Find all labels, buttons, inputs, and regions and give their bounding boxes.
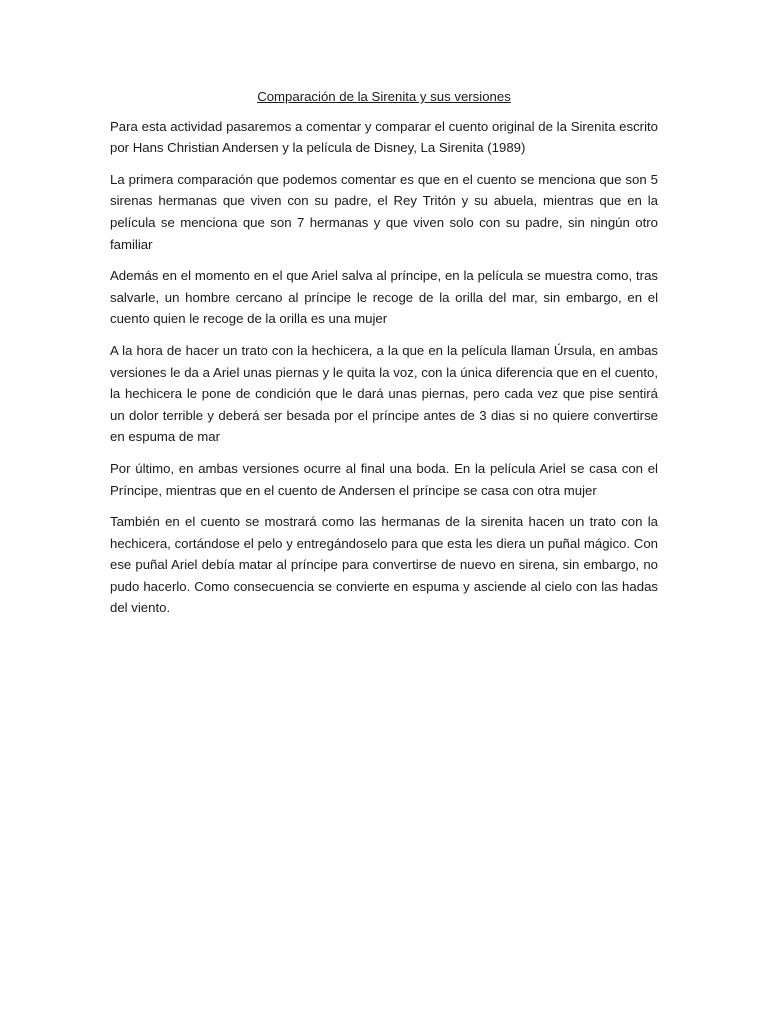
paragraph-dagger: También en el cuento se mostrará como las hermanas de la sirenita hacen un trato con la hechicera, cortándose el pelo y entregándoselo para que esta les diera un puñal mágico. Con ese puñal Ariel debía matar al príncipe para convertirse de nuevo en sirena, sin embargo, no pudo hacerlo. Como consecuencia se convierte en espuma y asciende al cielo con las hadas del viento. [110,514,658,616]
paragraph-rescue: Además en el momento en el que Ariel salva al príncipe, en la película se muestra como, tras salvarle, un hombre cercano al príncipe le recoge de la orilla del mar, sin embargo, en el cuento quien le recoge de la orilla es una mujer [110,268,658,327]
paragraph-wedding: Por último, en ambas versiones ocurre al final una boda. En la película Ariel se casa con el Príncipe, mientras que en el cuento de Andersen el príncipe se casa con otra mujer [110,460,658,498]
document-body [110,86,658,629]
paragraph-sisters: La primera comparación que podemos comentar es que en el cuento se menciona que son 5 sirenas hermanas que viven con su padre, el Rey Tritón y su abuela, mientras que en la película se menciona que son 7 hermanas y que viven solo con su padre, sin ningún otro familiar [110,171,658,252]
document-title: Comparación de la Sirenita y sus versiones [257,89,511,104]
paragraph-intro: Para esta actividad pasaremos a comentar y comparar el cuento original de la Sirenita escrito por Hans Christian Andersen y la película de Disney, La Sirenita (1989) [110,118,658,156]
paragraph-sea-witch: A la hora de hacer un trato con la hechicera, a la que en la película llaman Úrsula, en ambas versiones le da a Ariel unas piernas y le quita la voz, con la única diferencia que en el cuento, la hechicera le pone de condición que le dará unas piernas, pero cada vez que pise sentirá un dolor terrible y deberá ser besada por el príncipe antes de 3 dias si no quiere convertirse en espuma de mar [110,342,658,445]
